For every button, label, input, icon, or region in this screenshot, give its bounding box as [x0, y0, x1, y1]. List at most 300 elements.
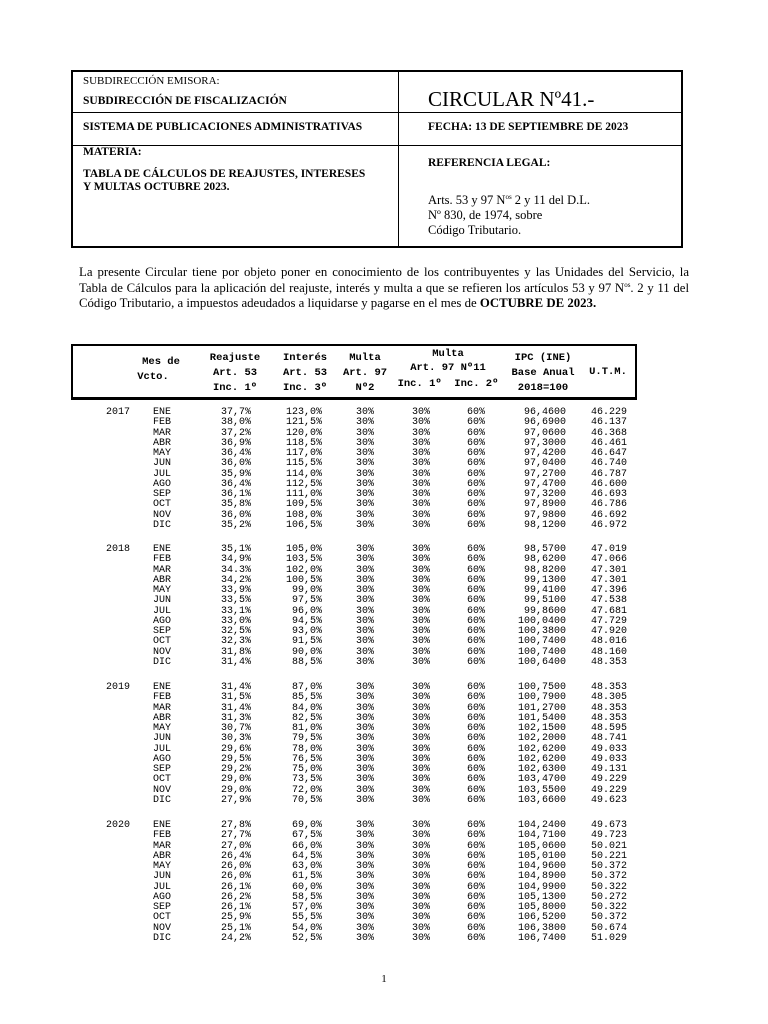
table-row	[0, 480, 768, 490]
table-row	[0, 842, 768, 852]
table-row	[0, 852, 768, 862]
table-row	[0, 775, 768, 785]
col-interes-line-1: Interés	[282, 352, 328, 364]
cell-multa-inc2: 60%	[466, 753, 485, 765]
cell-multa: 30%	[355, 682, 374, 693]
cell-multa-inc2: 60%	[466, 840, 485, 852]
cell-utm: 50.021	[590, 840, 627, 852]
cell-multa-inc2: 60%	[466, 585, 485, 596]
cell-multa: 30%	[355, 489, 374, 500]
fecha-label: FECHA: 13 DE SEPTIEMBRE DE 2023	[428, 121, 629, 133]
cell-interes: 114,0%	[285, 468, 322, 480]
cell-ipc: 97,0600	[523, 427, 566, 439]
row-month: OCT	[153, 912, 172, 924]
cell-multa-inc2: 60%	[466, 932, 485, 944]
cell-utm: 46.600	[590, 478, 627, 490]
cell-ipc: 98,5700	[523, 544, 566, 555]
cell-multa-inc1: 30%	[411, 702, 430, 714]
cell-multa-inc2: 60%	[466, 509, 485, 521]
cell-multa-inc2: 60%	[466, 850, 485, 862]
row-month: AGO	[153, 478, 172, 490]
cell-reajuste: 36,4%	[220, 478, 251, 490]
cell-utm: 50.372	[590, 871, 627, 883]
cell-ipc: 103,5500	[517, 784, 566, 796]
cell-ipc: 100,7500	[517, 682, 566, 693]
table-row	[0, 470, 768, 480]
cell-reajuste: 29,0%	[220, 774, 251, 786]
cell-multa-inc2: 60%	[466, 605, 485, 617]
cell-multa-inc2: 60%	[466, 891, 485, 903]
cell-multa: 30%	[355, 605, 374, 617]
cell-reajuste: 31,4%	[220, 682, 251, 693]
row-month: NOV	[153, 922, 172, 934]
cell-multa-inc2: 60%	[466, 626, 485, 637]
table-row	[0, 745, 768, 755]
row-month: MAR	[153, 702, 172, 714]
table-row	[0, 500, 768, 510]
table-row	[0, 693, 768, 703]
materia-label: MATERIA:	[83, 146, 142, 158]
cell-interes: 91,5%	[291, 636, 322, 648]
cell-multa-inc2: 60%	[466, 774, 485, 786]
table-row	[0, 893, 768, 903]
cell-ipc: 97,3200	[523, 489, 566, 500]
cell-multa-inc2: 60%	[466, 902, 485, 913]
cell-utm: 48.353	[590, 702, 627, 714]
cell-multa: 30%	[355, 646, 374, 658]
cell-multa-inc2: 60%	[466, 544, 485, 555]
row-month: FEB	[153, 692, 172, 704]
cell-interes: 81,0%	[291, 723, 322, 734]
col-multa-header	[337, 351, 393, 396]
cell-multa-inc2: 60%	[466, 820, 485, 831]
cell-multa: 30%	[355, 499, 374, 511]
cell-multa-inc1: 30%	[411, 636, 430, 648]
cell-multa-inc1: 30%	[411, 519, 430, 531]
cell-reajuste: 32,3%	[220, 636, 251, 648]
row-month: MAY	[153, 448, 172, 459]
cell-interes: 105,0%	[285, 544, 322, 555]
cell-multa-inc1: 30%	[411, 830, 430, 842]
cell-multa-inc1: 30%	[411, 922, 430, 934]
table-row	[0, 607, 768, 617]
cell-utm: 48.160	[590, 646, 627, 658]
row-month: AGO	[153, 615, 172, 627]
cell-reajuste: 30,3%	[220, 733, 251, 745]
header-vertical-divider	[398, 72, 399, 246]
cell-ipc: 106,7400	[517, 932, 566, 944]
row-month: ABR	[153, 850, 172, 862]
cell-interes: 70,5%	[291, 794, 322, 806]
cell-multa-inc2: 60%	[466, 499, 485, 511]
row-month: OCT	[153, 499, 172, 511]
row-month: JUN	[153, 871, 172, 883]
cell-multa-inc2: 60%	[466, 922, 485, 934]
cell-multa: 30%	[355, 784, 374, 796]
cell-interes: 75,0%	[291, 764, 322, 775]
cell-multa: 30%	[355, 840, 374, 852]
cell-multa-inc2: 60%	[466, 692, 485, 704]
cell-reajuste: 26,4%	[220, 850, 251, 862]
cell-ipc: 96,4600	[523, 407, 566, 418]
cell-utm: 48.353	[590, 712, 627, 724]
row-year: 2018	[106, 544, 131, 555]
cell-interes: 55,5%	[291, 912, 322, 924]
referencia-line-3: Código Tributario.	[428, 223, 522, 237]
col-reajuste-header	[199, 351, 271, 396]
cell-reajuste: 26,1%	[220, 881, 251, 893]
cell-reajuste: 36,0%	[220, 458, 251, 470]
cell-interes: 73,5%	[291, 774, 322, 786]
cell-reajuste: 34,9%	[220, 554, 251, 566]
cell-interes: 82,5%	[291, 712, 322, 724]
cell-multa: 30%	[355, 544, 374, 555]
table-row	[0, 511, 768, 521]
table-row	[0, 545, 768, 555]
cell-utm: 46.368	[590, 427, 627, 439]
cell-interes: 79,5%	[291, 733, 322, 745]
cell-multa-inc1: 30%	[411, 646, 430, 658]
cell-reajuste: 38,0%	[220, 417, 251, 429]
cell-multa-inc1: 30%	[411, 840, 430, 852]
cell-reajuste: 26,2%	[220, 891, 251, 903]
row-month: AGO	[153, 753, 172, 765]
cell-interes: 60,0%	[291, 881, 322, 893]
cell-reajuste: 26,0%	[220, 871, 251, 883]
cell-interes: 112,5%	[285, 478, 322, 490]
cell-utm: 50.372	[590, 912, 627, 924]
cell-multa-inc2: 60%	[466, 702, 485, 714]
cell-ipc: 98,6200	[523, 554, 566, 566]
cell-ipc: 104,8900	[517, 871, 566, 883]
cell-interes: 94,5%	[291, 615, 322, 627]
intro-paragraph: La presente Circular tiene por objeto poner en conocimiento de los contribuyentes y las Unidades del Servicio, la Tabla de Cálculos para la aplicación del reajuste, interés y multa a que se refieren los artículos 53 y 97 $N^{os}$. 2 y 11 del Código Tributario, a impuestos adeudados a liquidarse y pagarse en el mes de OCTUBRE DE 2023.	[79, 265, 690, 310]
cell-multa: 30%	[355, 922, 374, 934]
cell-multa: 30%	[355, 932, 374, 944]
table-header-box	[71, 344, 637, 400]
table-row	[0, 924, 768, 934]
cell-multa-inc1: 30%	[411, 753, 430, 765]
cell-utm: 49.229	[590, 774, 627, 786]
cell-reajuste: 26,0%	[220, 861, 251, 872]
materia-line-1: TABLA DE CÁLCULOS DE REAJUSTES, INTERESES	[83, 168, 366, 180]
cell-multa: 30%	[355, 861, 374, 872]
row-month: JUL	[153, 881, 172, 893]
cell-reajuste: 35,1%	[220, 544, 251, 555]
cell-multa: 30%	[355, 407, 374, 418]
cell-interes: 69,0%	[291, 820, 322, 831]
row-month: ENE	[153, 820, 172, 831]
table-row	[0, 627, 768, 637]
cell-reajuste: 33,5%	[220, 595, 251, 607]
cell-ipc: 100,7400	[517, 636, 566, 648]
cell-multa-inc2: 60%	[466, 712, 485, 724]
cell-reajuste: 35,9%	[220, 468, 251, 480]
cell-ipc: 96,6900	[523, 417, 566, 429]
table-row	[0, 439, 768, 449]
cell-ipc: 102,6300	[517, 764, 566, 775]
row-month: MAR	[153, 564, 172, 576]
cell-utm: 48.595	[590, 723, 627, 734]
cell-interes: 58,5%	[291, 891, 322, 903]
cell-multa-inc1: 30%	[411, 764, 430, 775]
col-utm-header: U.T.M.	[589, 366, 627, 378]
cell-interes: 54,0%	[291, 922, 322, 934]
cell-interes: 64,5%	[291, 850, 322, 862]
table-row	[0, 831, 768, 841]
cell-interes: 63,0%	[291, 861, 322, 872]
cell-reajuste: 26,1%	[220, 902, 251, 913]
cell-reajuste: 31,5%	[220, 692, 251, 704]
cell-interes: 57,0%	[291, 902, 322, 913]
cell-multa: 30%	[355, 753, 374, 765]
row-year: 2019	[106, 682, 131, 693]
row-month: JUL	[153, 605, 172, 617]
cell-multa-inc2: 60%	[466, 417, 485, 429]
cell-multa-inc2: 60%	[466, 636, 485, 648]
cell-multa: 30%	[355, 554, 374, 566]
cell-multa-inc1: 30%	[411, 626, 430, 637]
cell-multa: 30%	[355, 733, 374, 745]
table-row	[0, 883, 768, 893]
cell-interes: 108,0%	[285, 509, 322, 521]
cell-multa: 30%	[355, 702, 374, 714]
row-month: JUN	[153, 733, 172, 745]
cell-reajuste: 31,4%	[220, 656, 251, 668]
table-row	[0, 704, 768, 714]
cell-utm: 49.131	[590, 764, 627, 775]
cell-interes: 99,0%	[291, 585, 322, 596]
cell-ipc: 99,4100	[523, 585, 566, 596]
cell-reajuste: 36,1%	[220, 489, 251, 500]
cell-multa: 30%	[355, 615, 374, 627]
cell-multa-inc1: 30%	[411, 743, 430, 755]
cell-multa-inc1: 30%	[411, 891, 430, 903]
cell-multa-inc2: 60%	[466, 478, 485, 490]
row-month: ENE	[153, 407, 172, 418]
cell-interes: 93,0%	[291, 626, 322, 637]
row-month: FEB	[153, 830, 172, 842]
cell-utm: 47.681	[590, 605, 627, 617]
row-month: OCT	[153, 636, 172, 648]
cell-utm: 46.137	[590, 417, 627, 429]
cell-multa-inc2: 60%	[466, 595, 485, 607]
cell-multa-inc1: 30%	[411, 564, 430, 576]
table-row	[0, 724, 768, 734]
cell-reajuste: 27,7%	[220, 830, 251, 842]
cell-utm: 46.740	[590, 458, 627, 470]
col-mes-header	[129, 356, 193, 383]
cell-utm: 47.729	[590, 615, 627, 627]
cell-utm: 48.353	[590, 656, 627, 668]
cell-utm: 47.538	[590, 595, 627, 607]
table-row	[0, 714, 768, 724]
cell-multa: 30%	[355, 743, 374, 755]
row-month: FEB	[153, 417, 172, 429]
cell-multa-inc1: 30%	[411, 499, 430, 511]
cell-multa-inc1: 30%	[411, 448, 430, 459]
cell-multa-inc1: 30%	[411, 784, 430, 796]
cell-utm: 46.972	[590, 519, 627, 531]
cell-interes: 52,5%	[291, 932, 322, 944]
cell-ipc: 97,9800	[523, 509, 566, 521]
cell-utm: 47.066	[590, 554, 627, 566]
row-month: JUN	[153, 458, 172, 470]
cell-ipc: 102,1500	[517, 723, 566, 734]
cell-utm: 51.029	[590, 932, 627, 944]
cell-interes: 87,0%	[291, 682, 322, 693]
referencia-label: REFERENCIA LEGAL:	[428, 157, 551, 169]
col-multa-line-2: Art. 97	[342, 367, 388, 379]
cell-interes: 67,5%	[291, 830, 322, 842]
cell-utm: 50.322	[590, 881, 627, 893]
col-ipc-line-1: IPC (INE)	[514, 352, 572, 364]
cell-utm: 48.741	[590, 733, 627, 745]
cell-multa-inc1: 30%	[411, 417, 430, 429]
circular-title: CIRCULAR Nº41.-	[428, 87, 595, 111]
table-row	[0, 449, 768, 459]
cell-reajuste: 31,4%	[220, 702, 251, 714]
col-interes-header	[273, 351, 337, 396]
col-ipc-line-2: Base Anual	[511, 367, 575, 379]
table-row	[0, 913, 768, 923]
header-divider-1	[73, 112, 681, 113]
table-row	[0, 637, 768, 647]
cell-reajuste: 27,9%	[220, 794, 251, 806]
cell-interes: 103,5%	[285, 554, 322, 566]
col-interes-line-3: Inc. 3º	[282, 382, 328, 394]
cell-multa: 30%	[355, 764, 374, 775]
cell-multa-inc1: 30%	[411, 692, 430, 704]
cell-multa-inc1: 30%	[411, 794, 430, 806]
cell-multa: 30%	[355, 912, 374, 924]
cell-multa-inc1: 30%	[411, 544, 430, 555]
cell-reajuste: 27,0%	[220, 840, 251, 852]
cell-multa: 30%	[355, 891, 374, 903]
cell-multa-inc2: 60%	[466, 489, 485, 500]
cell-multa: 30%	[355, 794, 374, 806]
referencia-line-1: Arts. 53 y 97 $N^{os}$ 2 y 11 del D.L.	[428, 193, 591, 207]
cell-multa-inc1: 30%	[411, 861, 430, 872]
cell-multa-inc1: 30%	[411, 585, 430, 596]
row-month: FEB	[153, 554, 172, 566]
row-month: MAR	[153, 840, 172, 852]
table-row	[0, 903, 768, 913]
cell-reajuste: 36,9%	[220, 437, 251, 449]
cell-reajuste: 36,4%	[220, 448, 251, 459]
cell-multa-inc2: 60%	[466, 733, 485, 745]
col-mes-line-2: Vcto.	[137, 371, 169, 383]
row-month: JUN	[153, 595, 172, 607]
cell-utm: 46.647	[590, 448, 627, 459]
cell-multa-inc1: 30%	[411, 820, 430, 831]
cell-multa: 30%	[355, 448, 374, 459]
cell-reajuste: 27,8%	[220, 820, 251, 831]
cell-ipc: 100,7400	[517, 646, 566, 658]
cell-ipc: 100,3800	[517, 626, 566, 637]
cell-reajuste: 29,2%	[220, 764, 251, 775]
cell-interes: 72,0%	[291, 784, 322, 796]
cell-multa-inc1: 30%	[411, 427, 430, 439]
cell-multa: 30%	[355, 585, 374, 596]
cell-multa-inc1: 30%	[411, 881, 430, 893]
col-reajuste-line-3: Inc. 1º	[212, 382, 258, 394]
cell-multa-inc2: 60%	[466, 468, 485, 480]
row-month: ABR	[153, 712, 172, 724]
cell-multa: 30%	[355, 692, 374, 704]
cell-multa-inc1: 30%	[411, 595, 430, 607]
cell-reajuste: 32,5%	[220, 626, 251, 637]
cell-multa-inc1: 30%	[411, 733, 430, 745]
cell-interes: 118,5%	[285, 437, 322, 449]
col-reajuste-line-1: Reajuste	[209, 352, 261, 364]
cell-multa-inc1: 30%	[411, 605, 430, 617]
row-month: SEP	[153, 764, 172, 775]
cell-reajuste: 35,2%	[220, 519, 251, 531]
table-row	[0, 796, 768, 806]
row-month: DIC	[153, 656, 172, 668]
cell-multa-inc2: 60%	[466, 784, 485, 796]
table-row	[0, 658, 768, 668]
cell-utm: 50.674	[590, 922, 627, 934]
col-multa11-line-2: Art. 97 Nº11	[410, 362, 486, 374]
cell-interes: 90,0%	[291, 646, 322, 658]
cell-multa: 30%	[355, 656, 374, 668]
cell-reajuste: 34.3%	[220, 564, 251, 576]
sistema-label: SISTEMA DE PUBLICACIONES ADMINISTRATIVAS	[83, 121, 363, 133]
cell-ipc: 106,5200	[517, 912, 566, 924]
cell-multa-inc2: 60%	[466, 682, 485, 693]
cell-multa: 30%	[355, 850, 374, 862]
cell-multa: 30%	[355, 574, 374, 586]
cell-multa: 30%	[355, 478, 374, 490]
referencia-text	[428, 193, 590, 238]
col-ipc-header	[505, 351, 581, 396]
row-year: 2020	[106, 820, 131, 831]
cell-multa-inc1: 30%	[411, 468, 430, 480]
cell-ipc: 101,2700	[517, 702, 566, 714]
cell-utm: 46.786	[590, 499, 627, 511]
cell-multa-inc1: 30%	[411, 407, 430, 418]
cell-reajuste: 24,2%	[220, 932, 251, 944]
row-month: ENE	[153, 544, 172, 555]
col-multa11-line-1: Multa	[432, 348, 464, 360]
col-reajuste-line-2: Art. 53	[212, 367, 258, 379]
cell-interes: 66,0%	[291, 840, 322, 852]
cell-multa: 30%	[355, 519, 374, 531]
cell-interes: 109,5%	[285, 499, 322, 511]
cell-ipc: 97,4700	[523, 478, 566, 490]
cell-ipc: 104,9900	[517, 881, 566, 893]
cell-interes: 100,5%	[285, 574, 322, 586]
cell-multa-inc2: 60%	[466, 861, 485, 872]
table-row	[0, 786, 768, 796]
cell-multa-inc2: 60%	[466, 564, 485, 576]
cell-multa-inc2: 60%	[466, 448, 485, 459]
cell-utm: 46.229	[590, 407, 627, 418]
cell-utm: 50.322	[590, 902, 627, 913]
table-row	[0, 408, 768, 418]
cell-ipc: 102,6200	[517, 753, 566, 765]
cell-utm: 47.019	[590, 544, 627, 555]
row-month: ABR	[153, 574, 172, 586]
cell-utm: 49.623	[590, 794, 627, 806]
cell-multa: 30%	[355, 468, 374, 480]
cell-utm: 46.693	[590, 489, 627, 500]
cell-reajuste: 33,1%	[220, 605, 251, 617]
col-multa11-header	[391, 347, 505, 391]
col-ipc-line-3: 2018=100	[517, 382, 569, 394]
